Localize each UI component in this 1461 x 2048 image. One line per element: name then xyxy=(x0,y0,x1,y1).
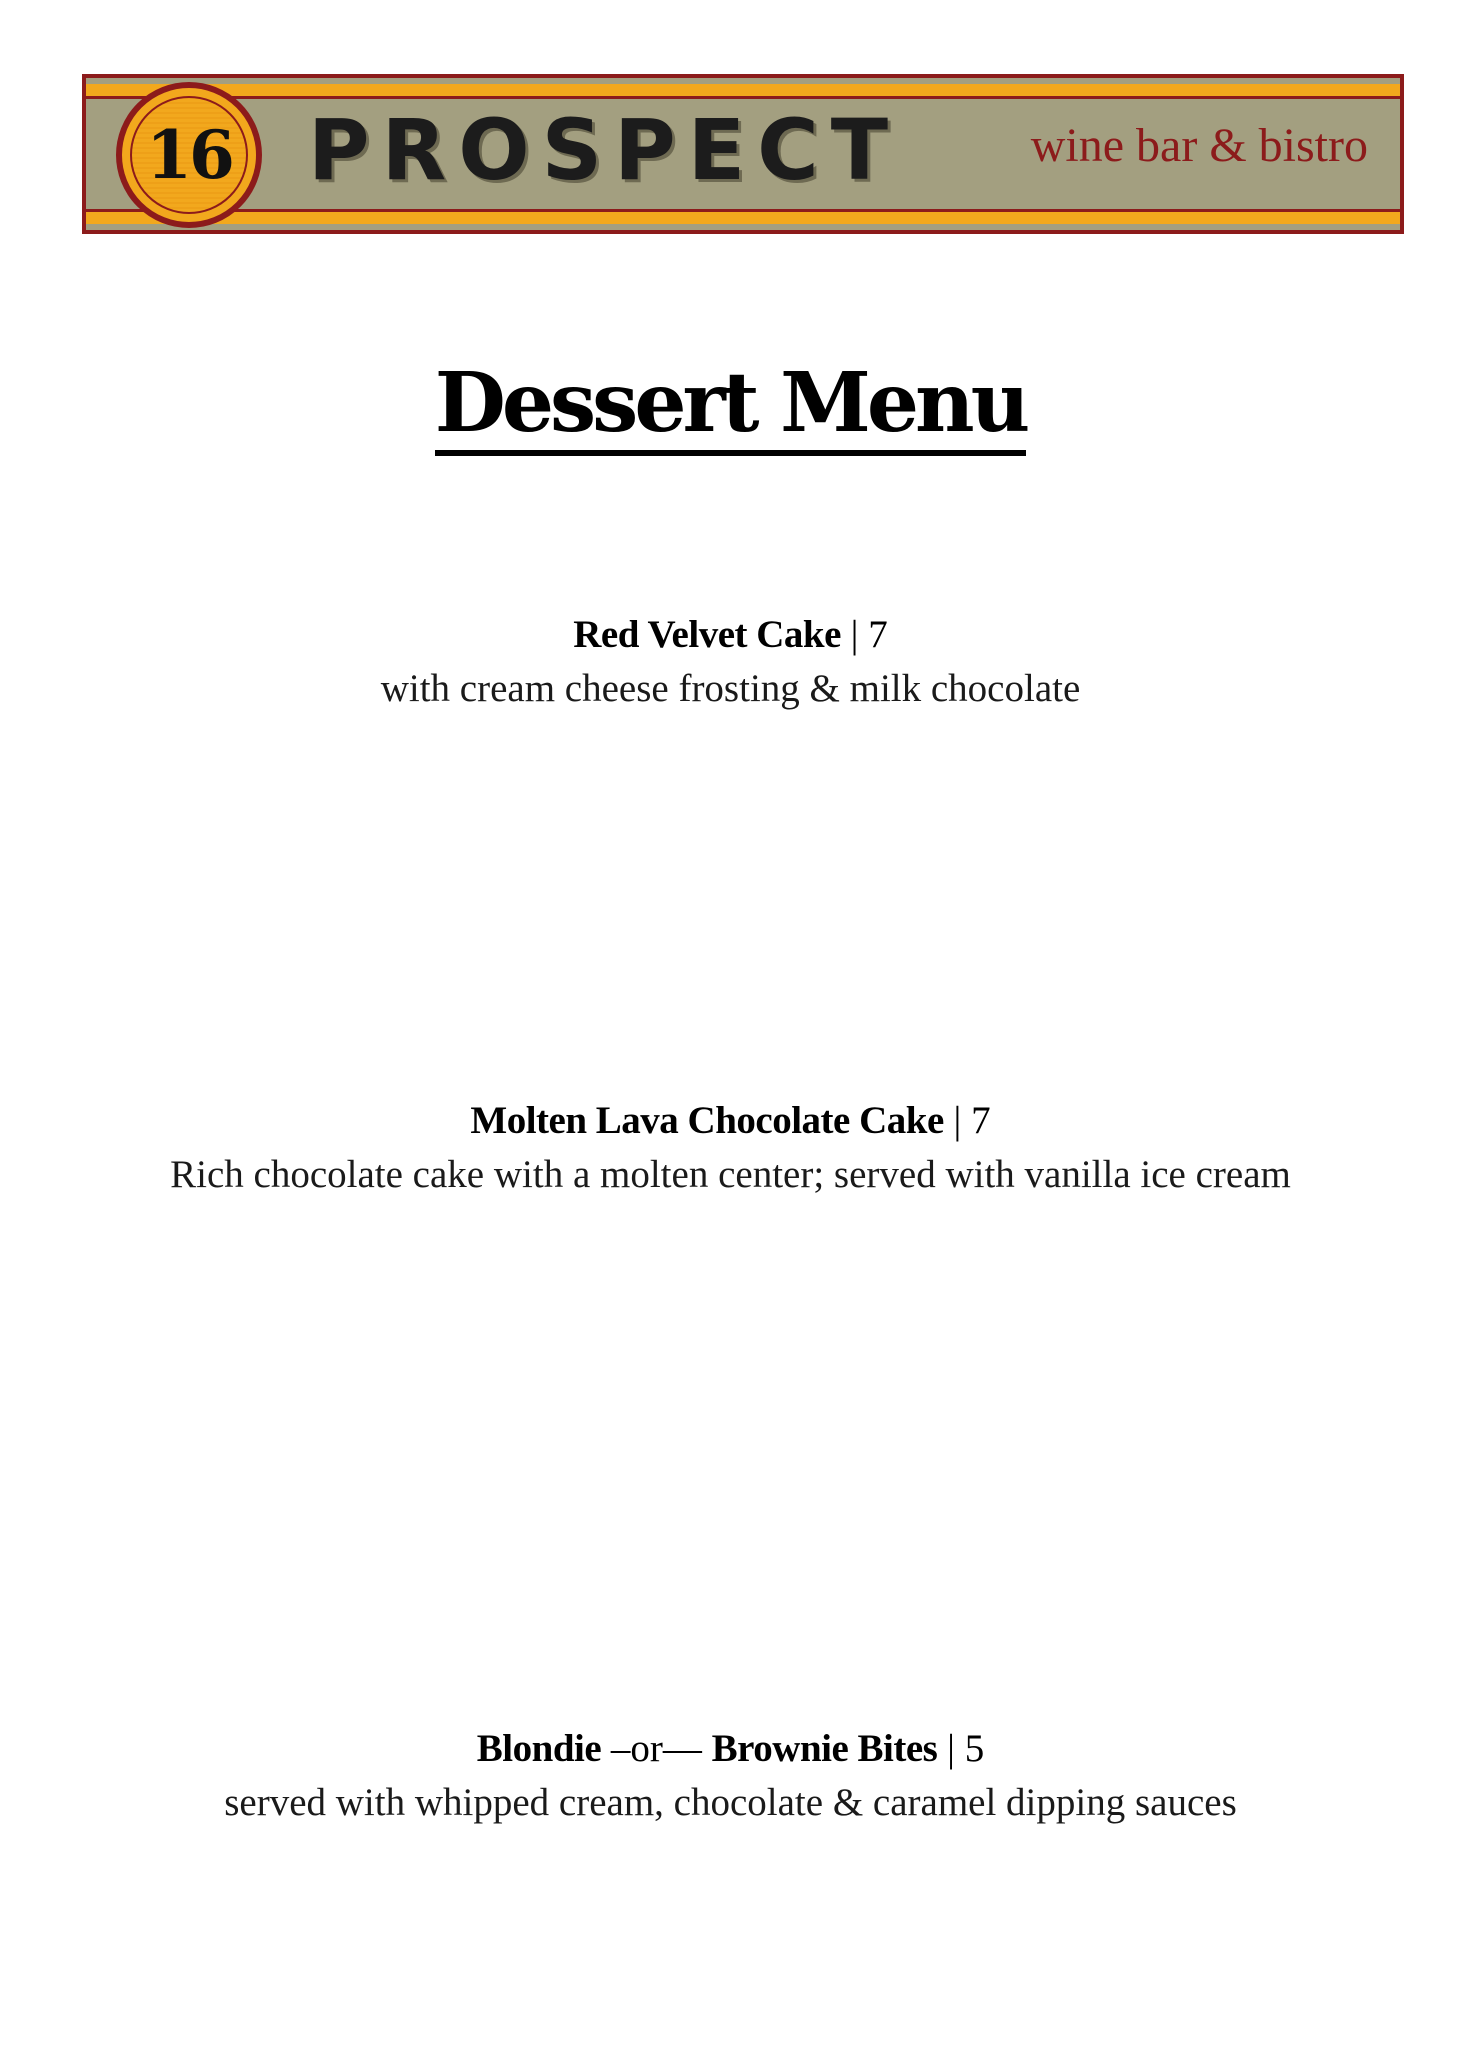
menu-item-separator: | xyxy=(947,1727,955,1770)
menu-item-price: 5 xyxy=(964,1727,985,1770)
banner-stripe-bottom xyxy=(86,209,1400,212)
menu-item-price: 7 xyxy=(971,1099,991,1142)
page-title xyxy=(0,355,1461,456)
menu-item-heading xyxy=(0,1722,1461,1776)
menu-item xyxy=(0,1094,1461,1202)
banner-stripe-top xyxy=(86,96,1400,99)
menu-item-description: Rich chocolate cake with a molten center; served with vanilla ice cream xyxy=(170,1153,1291,1196)
menu-item-name-alt: Brownie Bites xyxy=(711,1727,938,1770)
brand-name: PROSPECT xyxy=(308,101,901,199)
menu-item-name: Red Velvet Cake xyxy=(573,613,841,656)
menu-item-price: 7 xyxy=(868,613,888,656)
menu-item-connector: –or— xyxy=(610,1727,702,1770)
menu-item-name: Molten Lava Chocolate Cake xyxy=(470,1099,944,1142)
restaurant-logo-banner xyxy=(82,74,1404,234)
menu-item-heading xyxy=(0,1094,1461,1148)
menu-item xyxy=(0,1722,1461,1830)
brand-tagline: wine bar & bistro xyxy=(1030,119,1368,172)
menu-item-description: with cream cheese frosting & milk chocolate xyxy=(380,667,1081,710)
badge-number: 16 xyxy=(146,116,232,194)
menu-item-heading xyxy=(0,608,1461,662)
menu-item-separator: | xyxy=(953,1099,962,1142)
menu-item-name: Blondie xyxy=(476,1727,602,1770)
menu-item-description: served with whipped cream, chocolate & caramel dipping sauces xyxy=(224,1781,1237,1824)
logo-badge-inner xyxy=(130,96,248,214)
menu-item xyxy=(0,608,1461,716)
menu-item-separator: | xyxy=(850,613,859,656)
logo-badge xyxy=(116,82,262,228)
page-title-text: Dessert Menu xyxy=(435,362,1027,456)
